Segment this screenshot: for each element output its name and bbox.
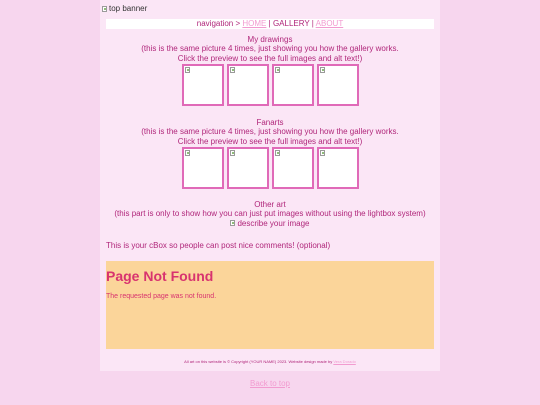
drawings-description-line1: (this is the same picture 4 times, just showing you how the gallery works. bbox=[141, 44, 399, 54]
fanarts-description-line2: Click the preview to see the full images and alt text!) bbox=[177, 136, 363, 146]
drawings-gallery bbox=[100, 64, 440, 106]
broken-image-icon bbox=[230, 150, 235, 156]
top-banner bbox=[102, 4, 147, 13]
top-banner-alt-text: top banner bbox=[109, 4, 148, 13]
fanarts-section bbox=[100, 118, 440, 189]
nav-separator: | bbox=[311, 19, 314, 28]
error-title: Page Not Found bbox=[106, 268, 214, 284]
nav-link-about[interactable]: ABOUT bbox=[315, 19, 344, 28]
gallery-thumbnail[interactable] bbox=[272, 147, 314, 189]
other-art-image bbox=[100, 219, 440, 228]
content-column bbox=[100, 0, 440, 371]
gallery-thumbnail[interactable] bbox=[272, 64, 314, 106]
fanarts-description-line1: (this is the same picture 4 times, just showing you how the gallery works. bbox=[141, 127, 399, 137]
broken-image-icon bbox=[275, 67, 280, 73]
broken-image-icon bbox=[320, 67, 325, 73]
error-message: The requested page was not found. bbox=[106, 293, 217, 300]
gallery-thumbnail[interactable] bbox=[182, 64, 224, 106]
broken-image-icon bbox=[185, 150, 190, 156]
cbox-embed-panel bbox=[106, 261, 434, 349]
nav-link-home[interactable]: HOME bbox=[242, 19, 267, 28]
broken-image-icon bbox=[275, 150, 280, 156]
nav-prefix: navigation > bbox=[196, 19, 241, 28]
broken-image-icon bbox=[185, 67, 190, 73]
cbox-note: This is your cBox so people can post nice comments! (optional) bbox=[106, 241, 331, 250]
drawings-section bbox=[100, 35, 440, 106]
other-art-image-alt-text: describe your image bbox=[237, 218, 310, 228]
navigation-bar bbox=[106, 19, 434, 29]
fanarts-gallery bbox=[100, 147, 440, 189]
other-art-title: Other art bbox=[254, 200, 286, 209]
broken-image-icon bbox=[102, 6, 107, 12]
broken-image-icon bbox=[320, 150, 325, 156]
other-art-section bbox=[100, 200, 440, 228]
gallery-thumbnail[interactable] bbox=[227, 147, 269, 189]
other-art-description: (this part is only to show how you can just put images without using the lightbox system) bbox=[114, 209, 426, 219]
footer-credit-link[interactable]: Vera Dorado bbox=[333, 359, 356, 364]
fanarts-title: Fanarts bbox=[256, 118, 284, 127]
back-to-top-link[interactable]: Back to top bbox=[249, 379, 291, 388]
nav-separator: | bbox=[268, 19, 271, 28]
drawings-description-line2: Click the preview to see the full images and alt text!) bbox=[177, 53, 363, 63]
gallery-thumbnail[interactable] bbox=[317, 147, 359, 189]
footer bbox=[100, 359, 440, 364]
footer-copyright: All art on this website is © Copyright (YOUR NAME) 2023. Website design made by bbox=[184, 359, 333, 364]
broken-image-icon bbox=[230, 67, 235, 73]
drawings-title: My drawings bbox=[247, 35, 293, 44]
broken-image-icon bbox=[230, 220, 235, 226]
nav-link-gallery[interactable]: GALLERY bbox=[272, 19, 310, 28]
gallery-thumbnail[interactable] bbox=[182, 147, 224, 189]
gallery-thumbnail[interactable] bbox=[227, 64, 269, 106]
gallery-thumbnail[interactable] bbox=[317, 64, 359, 106]
